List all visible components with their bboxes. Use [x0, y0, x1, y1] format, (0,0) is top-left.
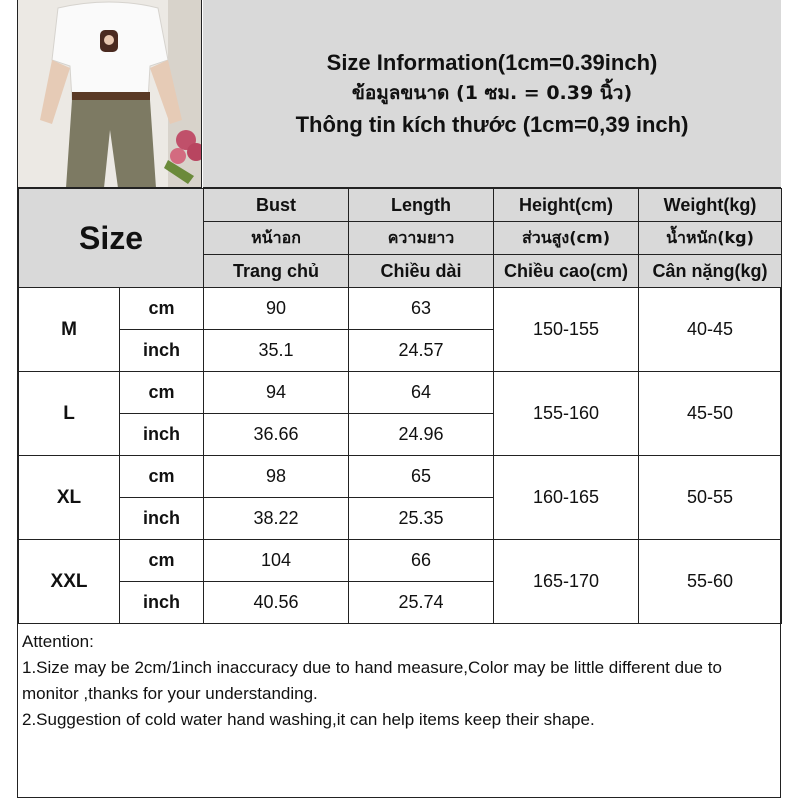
- length-inch: 24.57: [349, 330, 494, 372]
- attention-notes: [18, 628, 780, 798]
- unit-inch: inch: [120, 330, 204, 372]
- col-height-en: Height(cm): [494, 189, 639, 222]
- bust-inch: 36.66: [204, 414, 349, 456]
- col-weight-vi: Cân nặng(kg): [639, 255, 782, 288]
- bust-inch: 40.56: [204, 582, 349, 624]
- unit-cm: cm: [120, 540, 204, 582]
- col-length-en: Length: [349, 189, 494, 222]
- product-photo: [18, 0, 202, 188]
- title-vietnamese: Thông tin kích thước (1cm=0,39 inch): [295, 112, 689, 137]
- size-info-title-box: [203, 0, 781, 188]
- size-label: XXL: [19, 540, 120, 624]
- length-cm: 65: [349, 456, 494, 498]
- attention-heading: Attention:: [22, 632, 94, 651]
- height-range: 165-170: [494, 540, 639, 624]
- table-row: [19, 288, 782, 330]
- attention-note-2: 2.Suggestion of cold water hand washing,it can help items keep their shape.: [22, 710, 595, 729]
- col-bust-en: Bust: [204, 189, 349, 222]
- title-thai: ข้อมูลขนาด (1 ซม. = 0.39 นิ้ว): [351, 82, 633, 104]
- col-length-th: ความยาว: [349, 222, 494, 255]
- length-inch: 25.74: [349, 582, 494, 624]
- bust-cm: 90: [204, 288, 349, 330]
- unit-inch: inch: [120, 498, 204, 540]
- size-header: Size: [19, 189, 204, 288]
- col-bust-th: หน้าอก: [204, 222, 349, 255]
- unit-inch: inch: [120, 582, 204, 624]
- bust-cm: 94: [204, 372, 349, 414]
- height-range: 150-155: [494, 288, 639, 372]
- table-row: [19, 540, 782, 582]
- weight-range: 50-55: [639, 456, 782, 540]
- size-label: L: [19, 372, 120, 456]
- size-label: XL: [19, 456, 120, 540]
- weight-range: 45-50: [639, 372, 782, 456]
- table-row: [19, 372, 782, 414]
- length-inch: 24.96: [349, 414, 494, 456]
- bust-inch: 35.1: [204, 330, 349, 372]
- col-weight-en: Weight(kg): [639, 189, 782, 222]
- col-bust-vi: Trang chủ: [204, 255, 349, 288]
- title-english: Size Information(1cm=0.39inch): [326, 50, 658, 75]
- weight-range: 40-45: [639, 288, 782, 372]
- unit-cm: cm: [120, 456, 204, 498]
- length-inch: 25.35: [349, 498, 494, 540]
- size-table: [18, 188, 782, 624]
- unit-inch: inch: [120, 414, 204, 456]
- bust-inch: 38.22: [204, 498, 349, 540]
- length-cm: 64: [349, 372, 494, 414]
- size-label: M: [19, 288, 120, 372]
- height-range: 155-160: [494, 372, 639, 456]
- length-cm: 66: [349, 540, 494, 582]
- model-illustration: [18, 0, 202, 188]
- height-range: 160-165: [494, 456, 639, 540]
- bust-cm: 98: [204, 456, 349, 498]
- unit-cm: cm: [120, 288, 204, 330]
- weight-range: 55-60: [639, 540, 782, 624]
- attention-note-1: 1.Size may be 2cm/1inch inaccuracy due to hand measure,Color may be little different due to monitor ,thanks for your understanding.: [22, 658, 722, 703]
- bust-cm: 104: [204, 540, 349, 582]
- table-row: [19, 456, 782, 498]
- col-height-vi: Chiều cao(cm): [494, 255, 639, 288]
- col-weight-th: น้ำหนัก(kg): [639, 222, 782, 255]
- unit-cm: cm: [120, 372, 204, 414]
- col-height-th: ส่วนสูง(cm): [494, 222, 639, 255]
- col-length-vi: Chiều dài: [349, 255, 494, 288]
- length-cm: 63: [349, 288, 494, 330]
